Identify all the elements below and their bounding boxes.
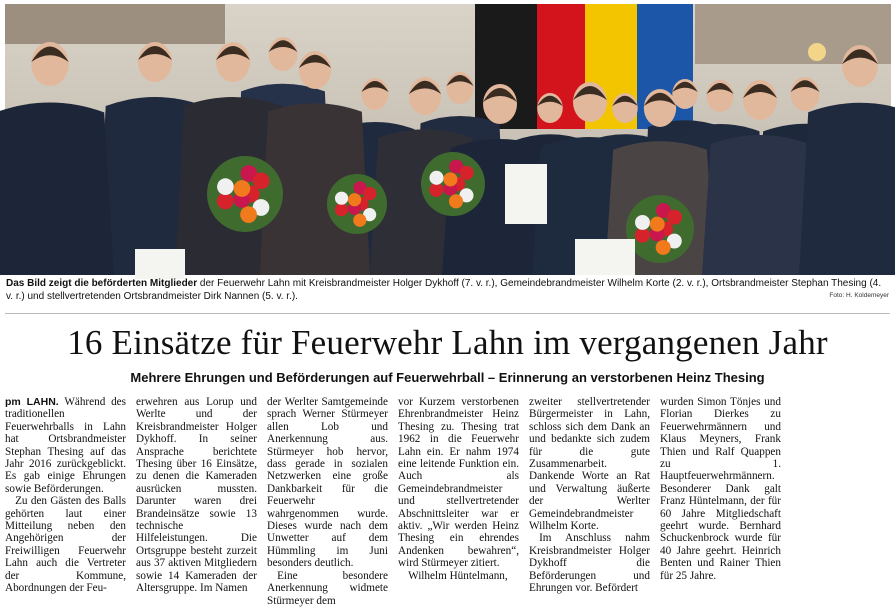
- group-photo: [5, 4, 891, 275]
- paragraph: zweiter stellvertretender Bürgermeister in Lahn, schloss sich dem Dank an und bedankte sich zudem für die gute Zusammenarbeit. Dankende Worte an Rat und Verwaltung äußerte der Werlter Gemeindebrandmeister Wilhelm Korte.: [529, 396, 650, 533]
- article-column: [136, 396, 257, 595]
- photo-credit: Foto: H. Koldemeyer: [829, 292, 889, 299]
- dateline: pm LAHN.: [5, 396, 59, 408]
- caption-lead: Das Bild zeigt die beförderten Mitglieder: [6, 278, 198, 289]
- divider: [5, 313, 890, 314]
- article-column: [5, 396, 126, 595]
- group-photo-icon: [5, 4, 891, 275]
- article-column: [398, 396, 519, 582]
- photo-caption: [6, 277, 890, 303]
- subheadline: Mehrere Ehrungen und Beförderungen auf Feuerwehrball – Erinnerung an verstorbenen Heinz Thesing: [130, 370, 765, 385]
- paragraph: wurden Simon Tönjes und Florian Dierkes zu Feuerwehrmännern und Klaus Meyners, Frank Thien und Ralf Quappen zu 1. Hauptfeuerwehrmännern. Besonderer Dank galt Franz Hüntelmann, der für 60 Jahre Mitgliedschaft geehrt wurde. Bernhard Schuckenbrock wurde für 40 Jahre geehrt. Heinrich Benten und Rainer Thien für 25 Jahre.: [660, 396, 781, 582]
- article-body: [5, 396, 891, 607]
- paragraph: erwehren aus Lorup und Werlte und der Kreisbrandmeister Holger Dykhoff. In seiner Ansprache berichtete Thesing über 16 Einsätze, zu denen die Kameraden ausrücken mussten. Darunter waren drei Brandeinsätze sowie 13 technische Hilfeleistungen. Die Ortsgruppe besteht zurzeit aus 37 aktiven Mitgliedern sowie 14 Kameraden der Altersgruppe. Im Namen: [136, 396, 257, 595]
- caption-text: der Feuerwehr Lahn mit Kreisbrandmeister Holger Dykhoff (7. v. r.), Gemeindebrandmeister Wilhelm Korte (2. v. r.), Ortsbrandmeister Stephan Thesing (4. v. r.) und stellvertretenden Ortsbrandmeister Dirk Nannen (5. v. r.).: [6, 278, 882, 302]
- paragraph: vor Kurzem verstorbenen Ehrenbrandmeister Heinz Thesing zu. Thesing trat 1962 in die Feuerwehr Lahn ein. Er nahm 1974 eine leitende Funktion ein. Auch als Gemeindebrandmeister und stellvertretender Abschnittsleiter war er aktiv. „Wir werden Heinz Thesing ein ehrendes Andenken bewahren“, wird Stürmeyer zitiert.: [398, 396, 519, 570]
- paragraph: Wilhelm Hüntelmann,: [408, 569, 508, 582]
- article-column: [267, 396, 388, 607]
- headline: 16 Einsätze für Feuerwehr Lahn im vergangenen Jahr: [67, 323, 828, 362]
- paragraph: Zu den Gästen des Balls gehörten laut einer Mitteilung neben den Angehörigen der Freiwilligen Feuerwehr Lahn auch die Vertreter der Kommune, Abordnungen der Feu-: [5, 495, 126, 595]
- paragraph: Eine besondere Anerkennung widmete Stürmeyer dem: [267, 569, 388, 607]
- article-column: [529, 396, 650, 595]
- paragraph: der Werlter Samtgemeinde sprach Werner Stürmeyer allen Lob und Anerkennung aus. Stürmeyer hob hervor, dass gerade in sozialen Netzwerken eine große Dankbarkeit für die Feuerwehr wahrgenommen wurde. Dieses wurde nach dem Unwetter auf dem Hümmling im Juni besonders deutlich.: [267, 396, 388, 570]
- paragraph: Während des traditionellen Feuerwehrballs in Lahn hat Ortsbrandmeister Stephan Thesing auf das Jahr 2016 zurückgeblickt. Es gab einige Ehrungen sowie Beförderungen.: [5, 396, 126, 495]
- paragraph: Im Anschluss nahm Kreisbrandmeister Holger Dykhoff die Beförderungen und Ehrungen vor. Befördert: [529, 532, 650, 595]
- article-column: [660, 396, 781, 582]
